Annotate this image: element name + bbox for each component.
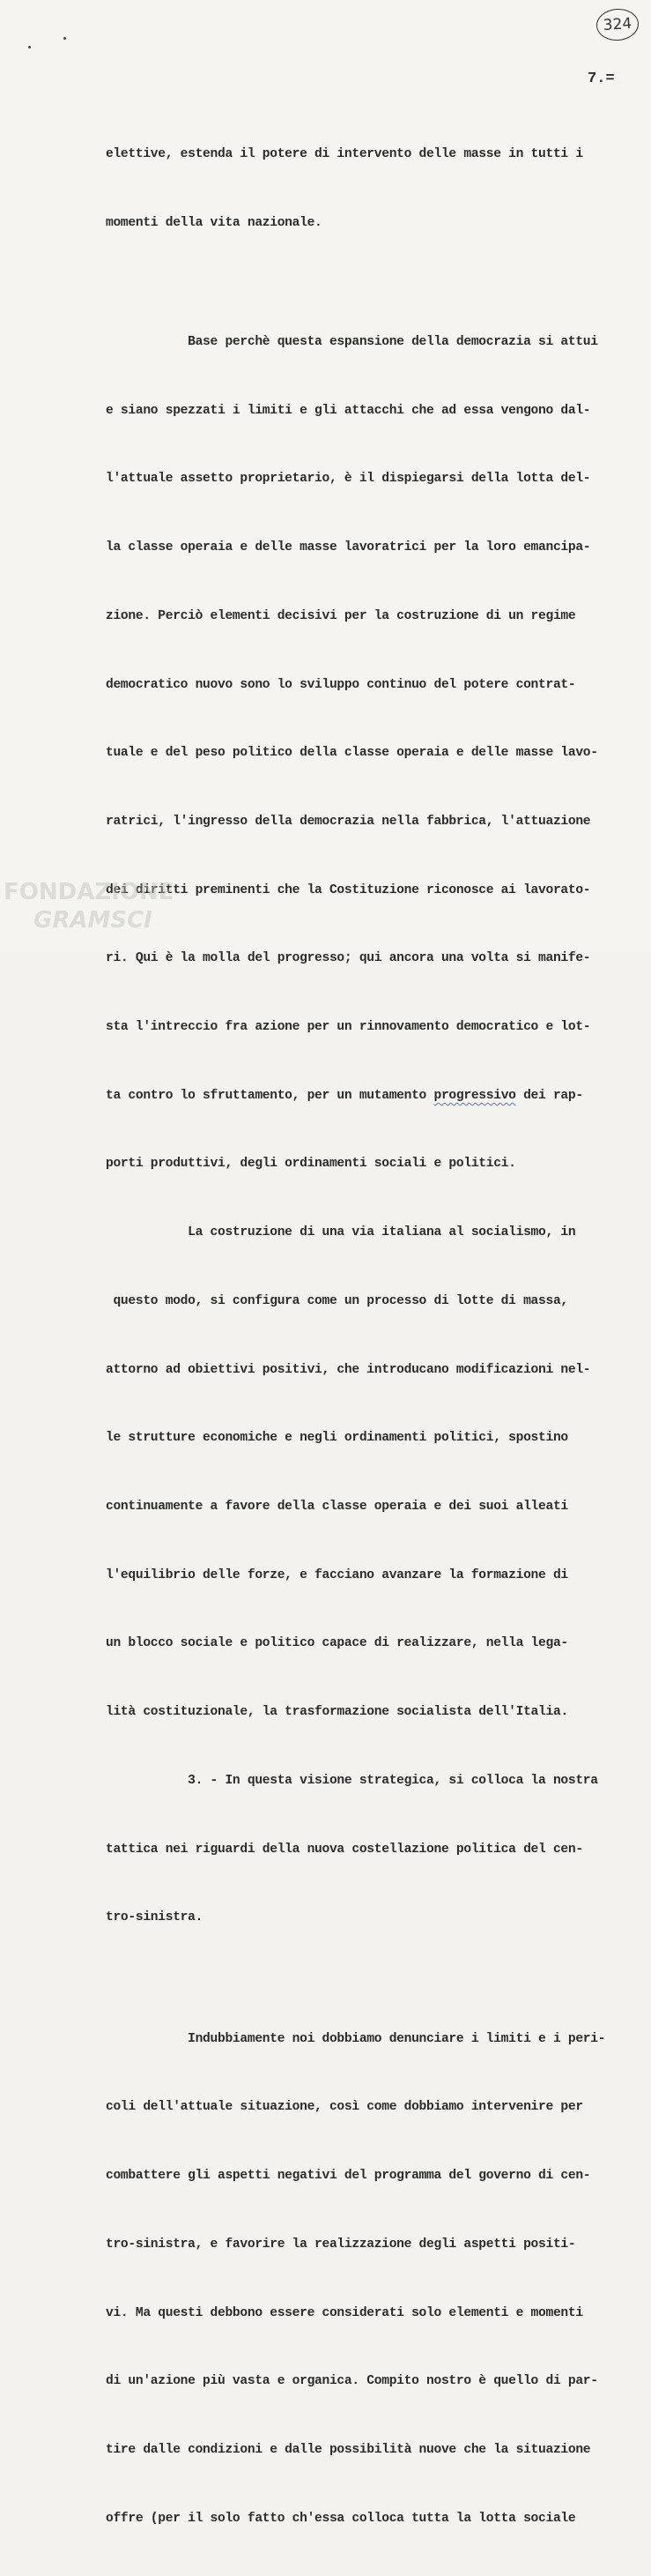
text-line: porti produttivi, degli ordinamenti sociali e politici. [106, 1157, 516, 1172]
text-line: tro-sinistra. [106, 1910, 203, 1925]
text-line: La costruzione di una via italiana al socialismo, in [106, 1225, 576, 1240]
watermark-line: FONDAZIONE [4, 879, 174, 905]
text-line: elettive, estenda il potere di intervento delle masse in tutti i [106, 146, 583, 161]
text-line: tire dalle condizioni e dalle possibilità nuove che la situazione [106, 2442, 591, 2457]
page-number: 7.= [588, 71, 615, 87]
text-line: attorno ad obiettivi positivi, che introducano modificazioni nel- [106, 1362, 591, 1377]
text-line: coli dell'attuale situazione, così come dobbiamo intervenire per [106, 2100, 583, 2115]
text-line: ri. Qui è la molla del progresso; qui ancora una volta si manife- [106, 951, 591, 966]
text-line: sta l'intreccio fra azione per un rinnovamento democratico e lot- [106, 1020, 591, 1035]
text-line: 3. - In questa visione strategica, si colloca la nostra [106, 1773, 598, 1788]
text-line: di un'azione più vasta e organica. Compito nostro è quello di par- [106, 2374, 598, 2389]
text-line: dei diritti preminenti che la Costituzione riconosce ai lavorato- [106, 882, 591, 897]
text-line: offre (per il solo fatto ch'essa colloca tutta la lotta sociale [106, 2511, 576, 2526]
text-line: zione. Perciò elementi decisivi per la costruzione di un regime [106, 608, 576, 623]
text-line: la classe operaia e delle masse lavoratrici per la loro emancipa- [106, 540, 591, 555]
text-line-with-annotation [106, 1085, 634, 1108]
handwritten-wavy-underline: progressivo [433, 1088, 516, 1103]
text-line: combattere gli aspetti negativi del programma del governo di cen- [106, 2169, 591, 2184]
watermark-line: GRAMSCI [33, 907, 152, 934]
text-line: l'equilibrio delle forze, e facciano avanzare la formazione di [106, 1567, 568, 1582]
text-line: Base perchè questa espansione della democrazia si attui [106, 335, 598, 350]
archive-watermark [4, 878, 180, 934]
text-line: lità costituzionale, la trasformazione socialista dell'Italia. [106, 1705, 568, 1720]
text-line-start: ta contro lo sfruttamento, per un mutamento [106, 1088, 434, 1103]
speck-mark [63, 37, 66, 40]
text-line: continuamente a favore della classe operaia e dei suoi alleati [106, 1499, 568, 1514]
text-line: ratrici, l'ingresso della democrazia nella fabbrica, l'attuazione [106, 814, 591, 829]
text-line: e siano spezzati i limiti e gli attacchi che ad essa vengono dal- [106, 403, 591, 418]
text-line: le strutture economiche e negli ordinamenti politici, spostino [106, 1431, 568, 1446]
text-line: questo modo, si configura come un processo di lotte di massa, [106, 1293, 568, 1308]
archive-number-stamp [596, 7, 640, 41]
text-line: un blocco sociale e politico capace di realizzare, nella lega- [106, 1636, 568, 1651]
text-line: l'attuale assetto proprietario, è il dispiegarsi della lotta del- [106, 472, 591, 487]
paragraph-gap [106, 1976, 634, 1983]
text-line: democratico nuovo sono lo sviluppo continuo del potere contrat- [106, 677, 576, 692]
text-line: vi. Ma questi debbono essere considerati solo elementi e momenti [106, 2305, 583, 2320]
speck-mark [28, 46, 31, 48]
text-line: Indubbiamente noi dobbiamo denunciare i limiti e i peri- [106, 2031, 606, 2046]
text-line: tattica nei riguardi della nuova costellazione politica del cen- [106, 1842, 583, 1857]
typewritten-body [106, 98, 634, 2576]
text-line: momenti della vita nazionale. [106, 215, 322, 230]
text-line-end: dei rap- [515, 1088, 583, 1103]
text-line: tro-sinistra, e favorire la realizzazione degli aspetti positi- [106, 2237, 576, 2252]
archive-number: 324 [603, 14, 633, 35]
text-line: tuale e del peso politico della classe operaia e delle masse lavo- [106, 746, 598, 761]
paragraph-gap [106, 280, 634, 286]
